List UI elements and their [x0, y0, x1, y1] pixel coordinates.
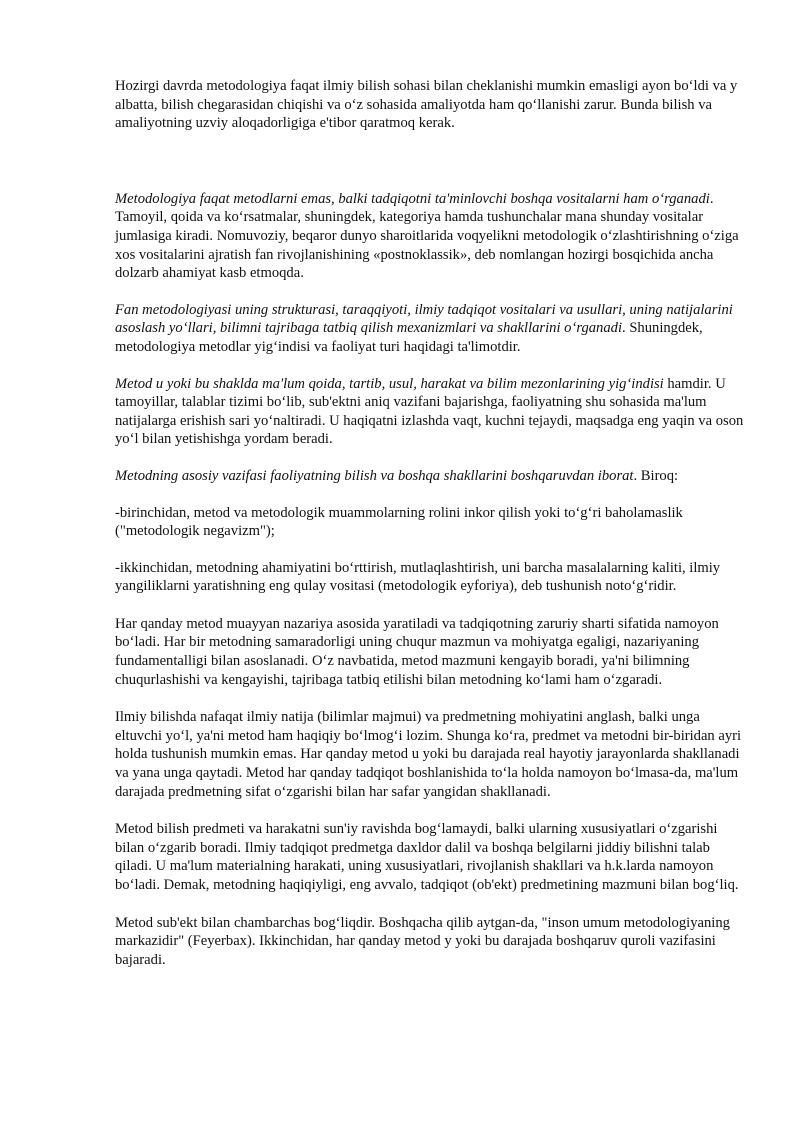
paragraph-7-text: -ikkinchidan, metodning ahamiyatini bo‘rttirish, mutlaqlashtirish, uni barcha masalalarning kaliti, ilmiy yangiliklarni yaratishning eng qulay vositasi (metodologik eyforiya), deb tushunish noto‘g‘ridir. — [115, 559, 721, 595]
paragraph-9 — [115, 708, 745, 801]
paragraph-4-text: hamdir. U tamoyillar, talablar tizimi bo‘lib, sub'ektni aniq vazifani bajarishga, faoliyatning shu sohasida ma'lum natijalarga erishish sari yo‘naltiradi. U haqiqatni izlashda vaqt, kuchni tejaydi, maqsadga eng yaqin va oson yo‘l bilan yetishishga yordam beradi. — [115, 375, 744, 448]
paragraph-1 — [115, 77, 745, 133]
paragraph-9-text: Ilmiy bilishda nafaqat ilmiy natija (bilimlar majmui) va predmetning mohiyatini anglash, balki unga eltuvchi yo‘l, ya'ni metod ham haqiqiy bo‘lmog‘i lozim. Shunga ko‘ra, predmet va metodni bir-biridan ayri holda tushunish mumkin emas. Har qanday metod u yoki bu darajada real hayotiy jarayonlarda shakllanadi va yana unga qaytadi. Metod har qanday tadqiqot boshlanishida to‘la holda namoyon bo‘lmasa-da, ma'lum darajada predmetning sifat o‘zgarishi bilan har safar yangidan shakllanadi. — [115, 709, 742, 800]
paragraph-5 — [115, 467, 745, 486]
paragraph-11 — [115, 914, 745, 970]
paragraph-5-italic: Metodning asosiy vazifasi faoliyatning bilish va boshqa shakllarini boshqaruvdan iborat — [115, 467, 634, 484]
paragraph-7 — [115, 559, 745, 596]
paragraph-6-text: -birinchidan, metod va metodologik muammolarning rolini inkor qilish yoki to‘g‘ri baholamaslik ("metodologik negavizm"); — [115, 504, 683, 540]
paragraph-3 — [115, 301, 745, 357]
paragraph-10-text: Metod bilish predmeti va harakatni sun'iy ravishda bog‘lamaydi, balki ularning xususiyatlari o‘zgarishi bilan o‘zgarib boradi. Ilmiy tadqiqot predmetga daxldor dalil va boshqa belgilarni jiddiy bilishni talab qiladi. U ma'lum materialning harakati, uning xususiyatlari, rivojlanish shakllari va h.k.larda namoyon bo‘ladi. Demak, metodning haqiqiyligi, eng avvalo, tadqiqot (ob'ekt) predmetining mazmuni bilan bog‘liq. — [115, 821, 739, 893]
paragraph-2-text: . Tamoyil, qoida va ko‘rsatmalar, shuningdek, kategoriya hamda tushunchalar mana shunday vositalar jumlasiga kiradi. Nomuvoziy, beqaror dunyo sharoitlarida voqyelikni metodologik o‘zlashtirishning o‘ziga xos vositalarini ajratish fan rivojlanishining «postnoklassik», deb nomlangan hozirgi bosqichida ancha dolzarb ahamiyat kasb etmoqda. — [115, 190, 739, 282]
paragraph-8 — [115, 615, 745, 689]
paragraph-2-italic: Metodologiya faqat metodlarni emas, balki tadqiqotni ta'minlovchi boshqa vositalarni ham o‘rganadi — [115, 190, 710, 207]
paragraph-3-italic: Fan metodologiyasi uning strukturasi, taraqqiyoti, ilmiy tadqiqot vositalari va usullari, uning natijalarini asoslash yo‘llari, bilimni tajribaga tatbiq qilish mexanizmlari va shakllarini o‘rganadi — [115, 301, 733, 337]
paragraph-5-text: . Biroq: — [633, 467, 679, 484]
document-page — [115, 77, 745, 969]
paragraph-6 — [115, 504, 745, 541]
paragraph-3-text: . Shuningdek, metodologiya metodlar yig‘indisi va faoliyat turi haqidagi ta'limotdir. — [115, 320, 703, 355]
paragraph-10 — [115, 820, 745, 894]
paragraph-1-text: Hozirgi davrda metodologiya faqat ilmiy bilish sohasi bilan cheklanishi mumkin emasligi ayon bo‘ldi va y albatta, bilish chegarasidan chiqishi va o‘z sohasida amaliyotda ham qo‘llanishi zarur. Bunda bilish va amaliyotning uzviy aloqadorligiga e'tibor qaratmoq kerak. — [115, 78, 738, 132]
paragraph-8-text: Har qanday metod muayyan nazariya asosida yaratiladi va tadqiqotning zaruriy sharti sifatida namoyon bo‘ladi. Har bir metodning samaradorligi uning chuqur mazmun va mohiyatga egaligi, nazariyaning fundamentalligi bilan asoslanadi. O‘z navbatida, metod mazmuni kengayib boradi, ya'ni bilimning chuqurlashishi va kengayishi, tajribaga tatbiq etilishi bilan metodning ko‘lami ham o‘zgaradi. — [115, 615, 719, 688]
paragraph-4-italic: Metod u yoki bu shaklda ma'lum qoida, tartib, usul, harakat va bilim mezonlarining yig‘indisi — [115, 375, 664, 392]
paragraph-11-text: Metod sub'ekt bilan chambarchas bog‘liqdir. Boshqacha qilib aytgan-da, "inson umum metodologiyaning markazidir" (Feyerbax). Ikkinchidan, har qanday metod y yoki bu darajada boshqaruv quroli vazifasini bajaradi. — [115, 914, 730, 968]
paragraph-2 — [115, 190, 745, 283]
paragraph-4 — [115, 375, 745, 449]
